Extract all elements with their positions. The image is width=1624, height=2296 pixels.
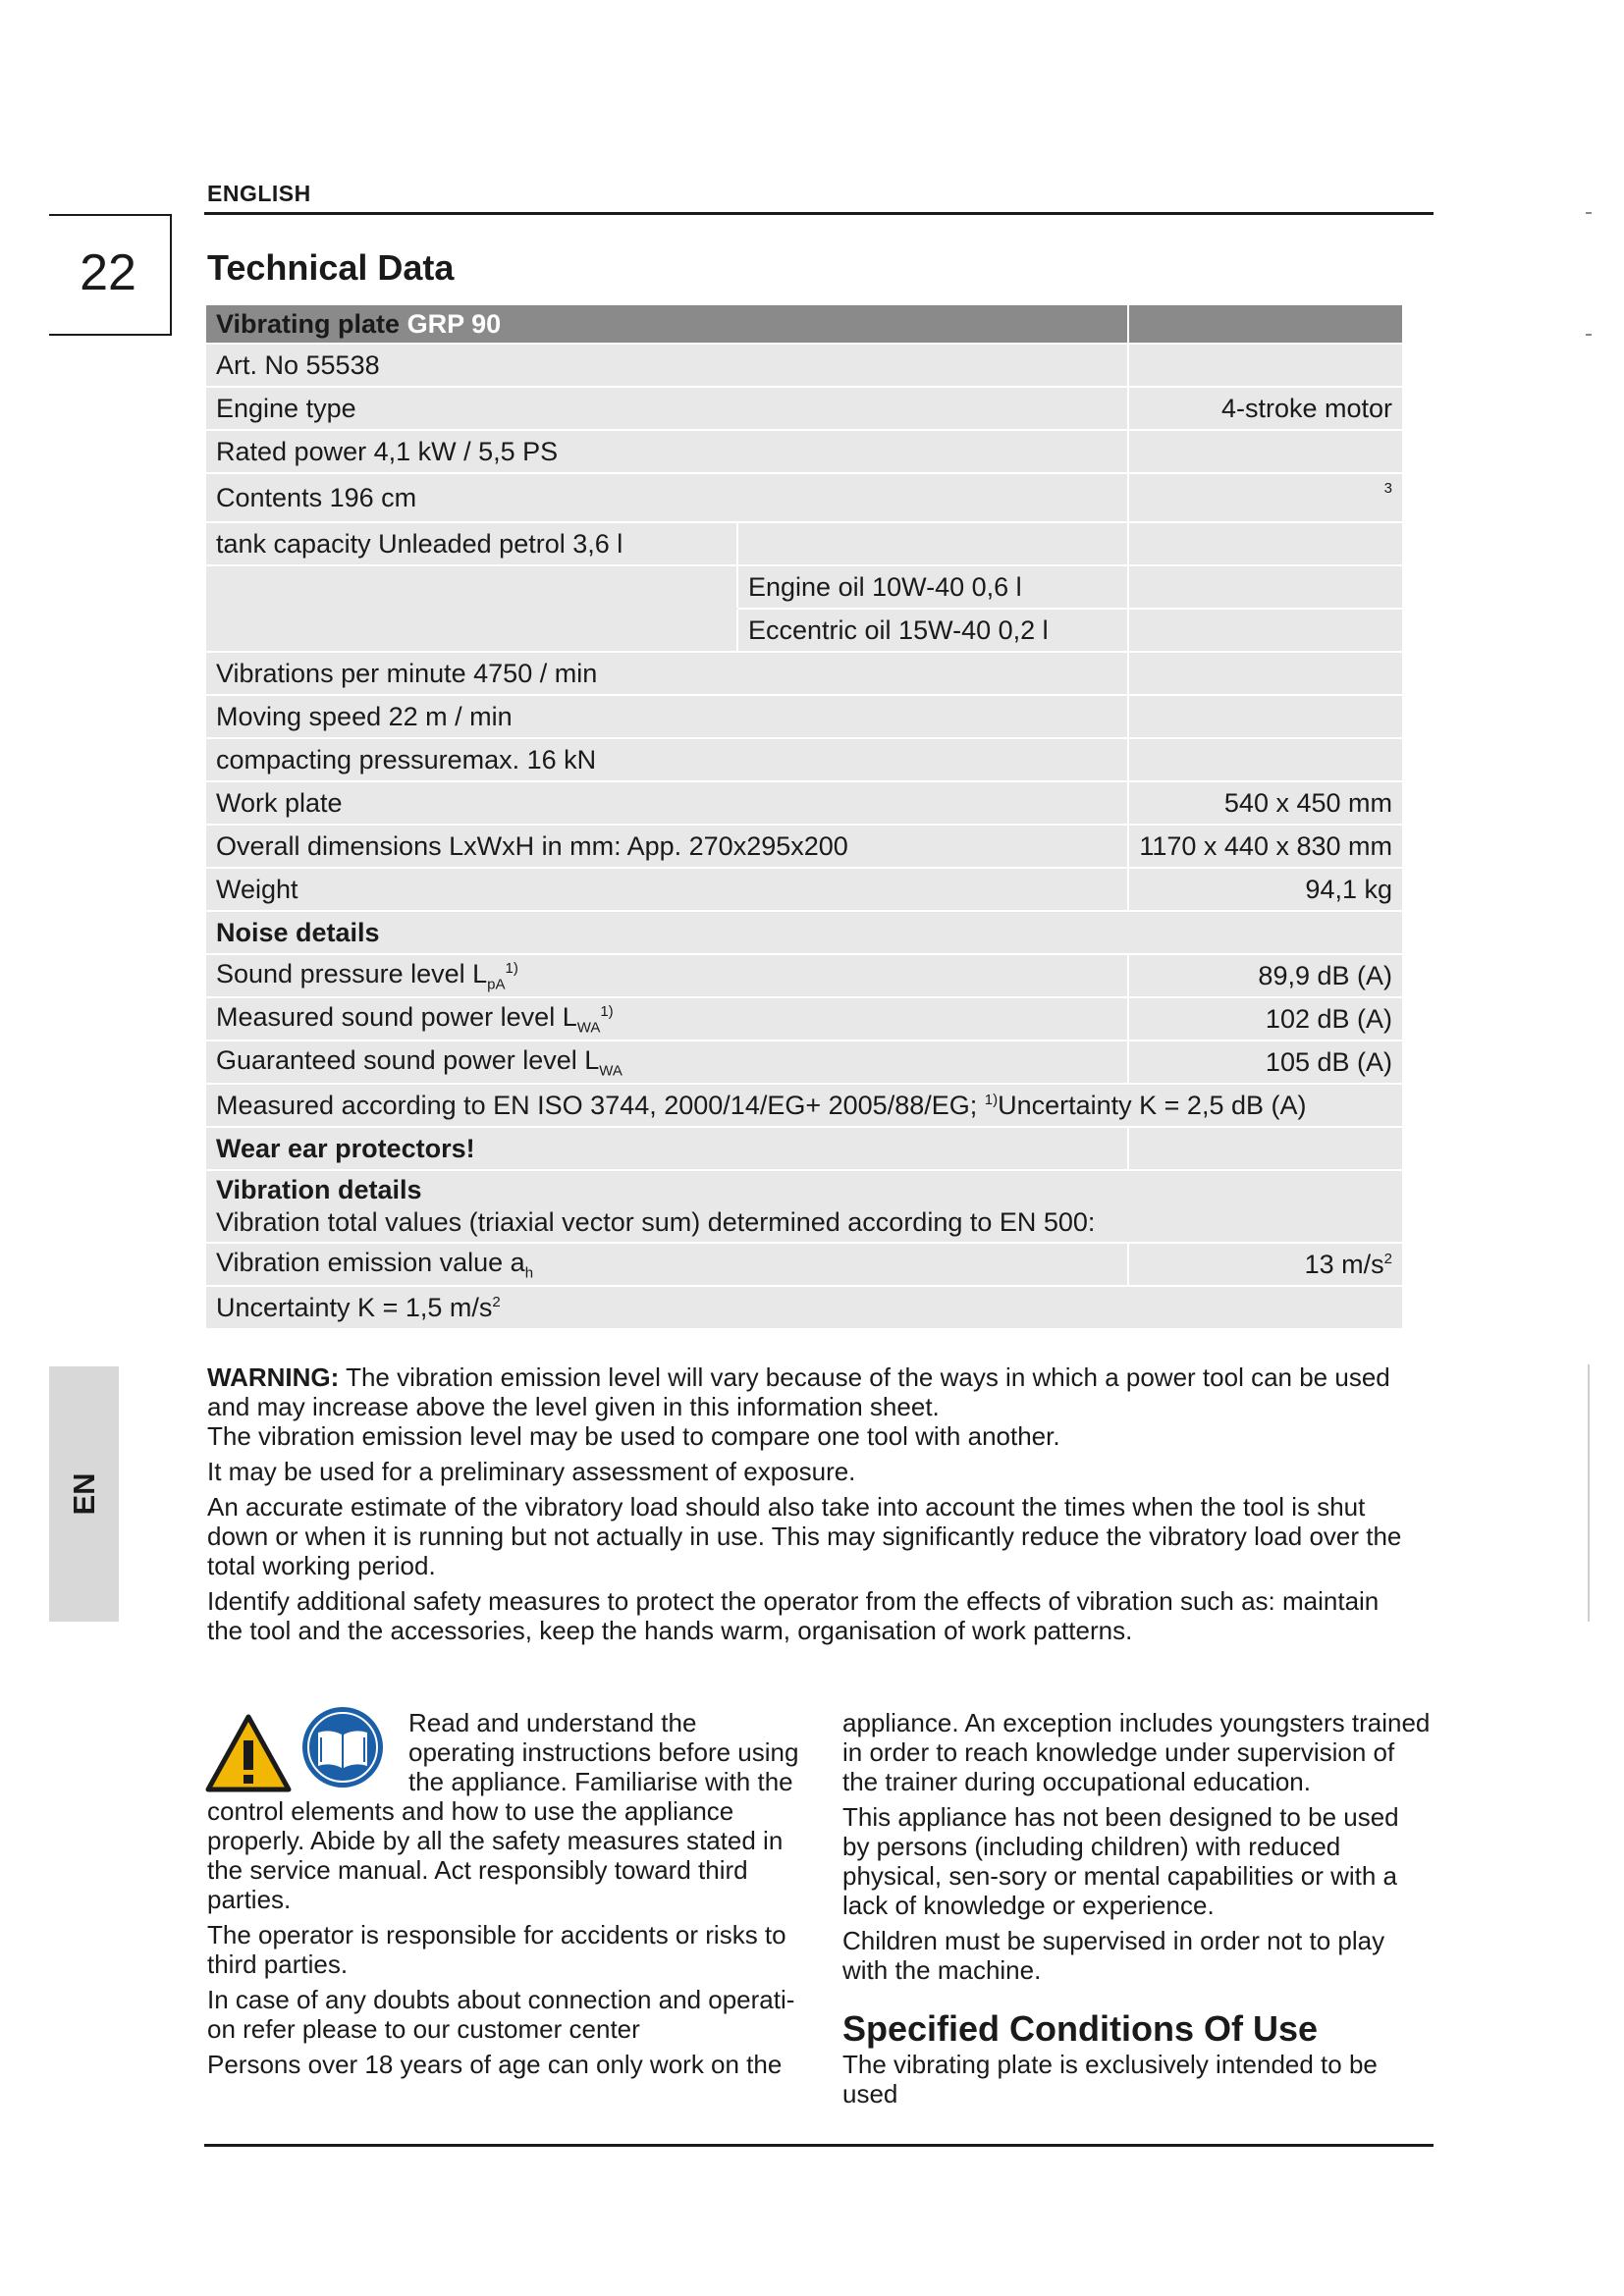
warning-paragraph-2: It may be used for a preliminary assessment of exposure. [207, 1457, 856, 1486]
row-value: 94,1 kg [1129, 869, 1404, 912]
header-model: GRP 90 [406, 308, 502, 339]
vib-value: 13 m/s [1304, 1249, 1384, 1279]
footer-rule [204, 2144, 1434, 2147]
spl-label: Sound pressure level L [216, 958, 488, 988]
intro-line-3: the appliance. Familiarise with the [408, 1767, 793, 1796]
row-label: Engine type [206, 388, 1129, 431]
measured-sound-power-value: 102 dB (A) [1129, 998, 1404, 1041]
row-value: 3 [1129, 474, 1404, 523]
row-label: compacting pressuremax. 16 kN [206, 739, 1129, 782]
row-label: Contents 196 cm [206, 474, 1129, 523]
row-empty [206, 610, 738, 653]
left-paragraph-4: Persons over 18 years of age can only work on the [207, 2050, 783, 2079]
table-header-row [206, 305, 1404, 345]
row-label: Rated power 4,1 kW / 5,5 PS [206, 431, 1129, 474]
row-value [1129, 653, 1404, 696]
table-row [206, 1085, 1404, 1128]
vibration-heading-cell [206, 1171, 1404, 1244]
header-product-label: Vibrating plate [216, 308, 401, 339]
language-side-tab [49, 1366, 119, 1622]
gswl-label: Guaranteed sound power level L [216, 1044, 600, 1075]
uncertainty-label: Uncertainty K = 1,5 m/s [216, 1292, 493, 1322]
row-label: tank capacity Unleaded petrol 3,6 l [206, 523, 738, 566]
sound-pressure-value: 89,9 dB (A) [1129, 955, 1404, 998]
row-label: Art. No 55538 [206, 345, 1129, 388]
table-row [206, 1041, 1404, 1085]
row-value-empty [1129, 1128, 1404, 1171]
row-label: Work plate [206, 782, 1129, 826]
warning-paragraph-4: Identify additional safety measures to protect the operator from the effects of vibration such as: maintain the tool and the accessories, keep the hands warm, organisation of work patterns. [207, 1586, 1380, 1645]
guaranteed-sound-power-label [206, 1041, 1129, 1085]
table-row [206, 523, 1404, 566]
table-row [206, 1287, 1404, 1330]
right-column [842, 1708, 1432, 2114]
row-label: Engine oil 10W-40 0,6 l [738, 566, 1129, 610]
row-sub-empty [738, 523, 1129, 566]
row-value [1129, 523, 1404, 566]
row-value: 4-stroke motor [1129, 388, 1404, 431]
table-row [206, 431, 1404, 474]
language-label: ENGLISH [207, 181, 311, 206]
mswl-label: Measured sound power level L [216, 1001, 577, 1032]
right-paragraph-2: This appliance has not been designed to be used by persons (including children) with reduced physical, sen-sory or mental capabilities or with a lack of knowledge or experience. [842, 1802, 1399, 1920]
side-tab-label: EN [66, 1472, 101, 1516]
table-row [206, 782, 1404, 826]
measured-sound-power-label [206, 998, 1129, 1041]
mswl-sub: WA [576, 1019, 601, 1037]
table-row [206, 739, 1404, 782]
row-label: Vibrations per minute 4750 / min [206, 653, 1129, 696]
left-paragraph-2: The operator is responsible for accidents or risks to third parties. [207, 1920, 786, 1979]
table-header-cell [206, 305, 1129, 345]
row-value [1129, 345, 1404, 388]
vibration-subheading: Vibration total values (triaxial vector sum) determined according to EN 500: [216, 1207, 1096, 1237]
vibration-emission-value [1129, 1244, 1404, 1287]
spl-sup: 1) [505, 959, 518, 977]
spl-sub: pA [487, 976, 506, 993]
vib-sub: h [524, 1264, 534, 1282]
warning-paragraph-b: The vibration emission level may be used to compare one tool with another. [207, 1421, 1060, 1451]
table-row [206, 1244, 1404, 1287]
measured-note-b: Uncertainty K = 2,5 dB (A) [998, 1090, 1307, 1120]
row-value [1129, 610, 1404, 653]
sound-pressure-label [206, 955, 1129, 998]
warning-paragraph-3: An accurate estimate of the vibratory load should also take into account the times when the tool is shut down or when it is running but not actually in use. This may significantly reduce the vibratory load over the total working period. [207, 1492, 1402, 1580]
table-row [206, 566, 1404, 610]
left-column [207, 1708, 806, 2085]
warning-section [207, 1362, 1415, 1651]
mswl-sup: 1) [600, 1002, 614, 1020]
vibration-heading: Vibration details [216, 1175, 422, 1204]
edge-mark [1586, 212, 1592, 214]
warning-label: WARNING: [207, 1362, 340, 1392]
left-paragraph-3: In case of any doubts about connection and operati-on refer please to our customer center [207, 1985, 795, 2044]
guaranteed-sound-power-value: 105 dB (A) [1129, 1041, 1404, 1085]
vibration-emission-label [206, 1244, 1129, 1287]
warning-text: The vibration emission level will vary because of the ways in which a power tool can be used and may increase above the level given in this information sheet. [207, 1362, 1390, 1421]
row-value: 1170 x 440 x 830 mm [1129, 826, 1404, 869]
page-title: Technical Data [207, 247, 455, 288]
warning-paragraph [207, 1362, 1415, 1421]
row-label: Moving speed 22 m / min [206, 696, 1129, 739]
vib-label: Vibration emission value a [216, 1247, 525, 1277]
measured-note-sup: 1) [984, 1091, 999, 1108]
gswl-sub: WA [599, 1062, 623, 1080]
measured-note [206, 1085, 1404, 1128]
header-rule [204, 212, 1434, 215]
row-value [1129, 566, 1404, 610]
table-row [206, 955, 1404, 998]
table-row [206, 653, 1404, 696]
right-paragraph-1: appliance. An exception includes youngsters trained in order to reach knowledge under supervision of the trainer during occupational education. [842, 1708, 1431, 1796]
table-row [206, 1128, 1404, 1171]
table-header-value [1129, 305, 1404, 345]
page-number: 22 [80, 244, 136, 301]
row-label: Weight [206, 869, 1129, 912]
row-value [1129, 696, 1404, 739]
ear-protectors-note: Wear ear protectors! [206, 1128, 1129, 1171]
right-paragraph-4: The vibrating plate is exclusively intended to be used [842, 2050, 1378, 2109]
page-number-box [49, 214, 172, 336]
technical-data-table [206, 305, 1404, 1330]
right-paragraph-3: Children must be supervised in order not to play with the machine. [842, 1926, 1385, 1985]
table-row [206, 826, 1404, 869]
table-row [206, 998, 1404, 1041]
noise-heading: Noise details [206, 912, 1404, 955]
row-value [1129, 739, 1404, 782]
row-empty [206, 566, 738, 610]
table-row [206, 474, 1404, 523]
intro-line-2: operating instructions before using [408, 1737, 799, 1767]
row-value [1129, 431, 1404, 474]
edge-mark [1588, 1364, 1590, 1622]
uncertainty-sup: 2 [492, 1293, 501, 1310]
measured-note-a: Measured according to EN ISO 3744, 2000/14/EG+ 2005/88/EG; [216, 1090, 985, 1120]
table-row [206, 696, 1404, 739]
edge-mark [1586, 334, 1592, 336]
vib-value-sup: 2 [1383, 1250, 1392, 1267]
row-label: Overall dimensions LxWxH in mm: App. 270x295x200 [206, 826, 1129, 869]
section-heading: Specified Conditions Of Use [842, 2008, 1319, 2049]
table-row [206, 345, 1404, 388]
row-label: Eccentric oil 15W-40 0,2 l [738, 610, 1129, 653]
table-row [206, 869, 1404, 912]
intro-line-1: Read and understand the [408, 1708, 697, 1737]
vibration-heading-row [206, 1171, 1404, 1244]
left-paragraph-1: control elements and how to use the appliance properly. Abide by all the safety measures stated in the service manual. Act responsibly toward third parties. [207, 1796, 784, 1914]
table-row [206, 610, 1404, 653]
noise-heading-row [206, 912, 1404, 955]
row-value: 540 x 450 mm [1129, 782, 1404, 826]
uncertainty-row [206, 1287, 1404, 1330]
table-row [206, 388, 1404, 431]
